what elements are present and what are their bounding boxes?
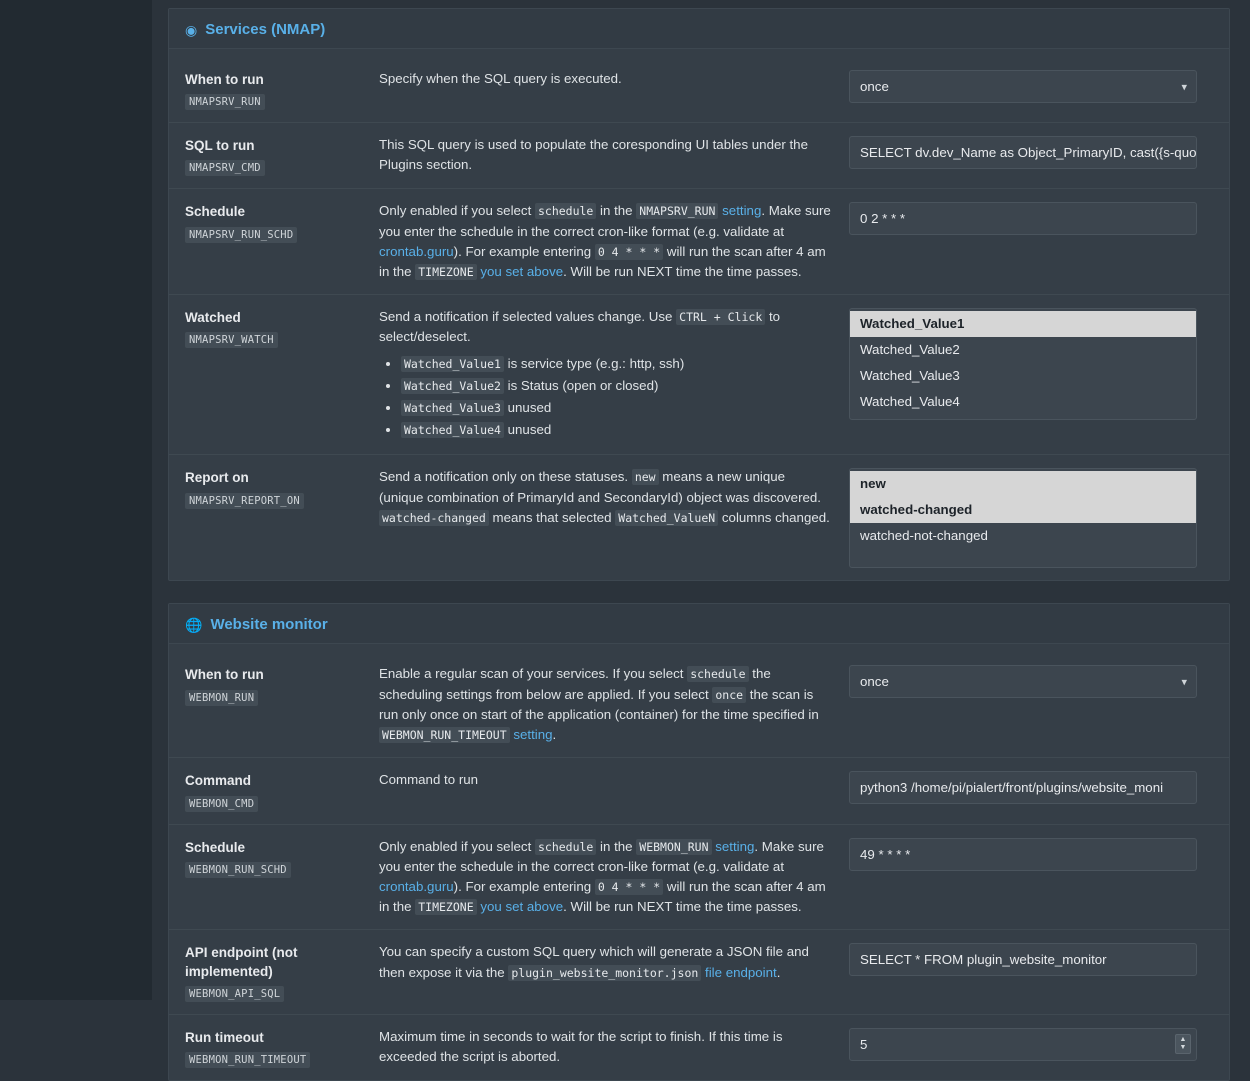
setting-when-to-run-label-col (185, 664, 379, 705)
setting-api-endpoint-label: API endpoint (not implemented) (185, 945, 298, 979)
setting-run-timeout-key: WEBMON_RUN_TIMEOUT (185, 1052, 310, 1068)
setting-sql-to-run-label: SQL to run (185, 138, 255, 154)
setting-run-timeout-label-col (185, 1027, 379, 1068)
chevron-down-icon: ▾ (1181, 676, 1187, 689)
setting-schedule-key: WEBMON_RUN_SCHD (185, 862, 291, 878)
setting-row (169, 189, 1229, 295)
setting-row (169, 57, 1229, 123)
card-spacer (169, 49, 1229, 57)
setting-when-to-run-select-wrap (849, 665, 1197, 698)
setting-command-description: Command to run (379, 772, 479, 788)
card-title: Website monitor (210, 616, 328, 634)
setting-schedule-description: Only enabled if you select schedule in the WEBMON_RUN setting. Make sure you enter the schedule in the correct cron-like format (e.g. validate at crontab.guru). For example entering 0 4 * * * will run the scan after 4 am in the TIMEZONE you set above. Will be run NEXT time the time passes. (379, 838, 826, 915)
setting-watched-option[interactable]: Watched_Value3 (860, 368, 960, 384)
setting-schedule-key: NMAPSRV_RUN_SCHD (185, 227, 297, 243)
setting-run-timeout-label: Run timeout (185, 1029, 264, 1045)
setting-row (169, 825, 1229, 931)
left-sidebar-rail (0, 0, 152, 1000)
stepper-down-icon[interactable]: ▼ (1179, 1044, 1187, 1052)
card-header (169, 9, 1229, 49)
setting-row (169, 455, 1229, 580)
setting-watched-description: Send a notification if selected values change. Use CTRL + Click to select/deselect. • Watched_Value1 is service type (e.g.: http, ssh) • Watched_Value2 is Status (open or closed) • Watched_Value3 unused • Watched_Value4 unused (379, 307, 849, 442)
setting-schedule-label: Schedule (185, 839, 246, 855)
setting-when-to-run-select[interactable]: once (849, 70, 1197, 103)
setting-schedule-label: Schedule (185, 204, 246, 220)
setting-run-timeout-field (849, 1027, 1197, 1061)
setting-when-to-run-description: Enable a regular scan of your services. If you select schedule the scheduling settings from below are applied. If you select once the scan is run only once on start of the application (container) for the time specified in WEBMON_RUN_TIMEOUT setting. (379, 666, 819, 743)
setting-run-timeout-stepper[interactable] (1175, 1034, 1191, 1054)
setting-watched-option[interactable]: Watched_Value4 (860, 394, 960, 410)
setting-watched-option[interactable]: Watched_Value1 (850, 311, 1196, 337)
setting-when-to-run-key: NMAPSRV_RUN (185, 94, 265, 110)
setting-schedule-input[interactable]: 49 * * * * (849, 838, 1197, 871)
setting-api-endpoint-description: You can specify a custom SQL query which will generate a JSON file and then expose it via the plugin_website_monitor.json file endpoint. (379, 944, 809, 980)
setting-row (169, 758, 1229, 824)
setting-report-on-key: NMAPSRV_REPORT_ON (185, 493, 304, 509)
setting-command-label: Command (185, 773, 252, 789)
settings-sections (152, 8, 1250, 1081)
setting-run-timeout-description: Maximum time in seconds to wait for the script to finish. If this time is exceeded the script is aborted. (379, 1028, 783, 1064)
setting-row (169, 652, 1229, 758)
setting-api-endpoint-field (849, 942, 1197, 976)
setting-when-to-run-select-wrap (849, 70, 1197, 103)
setting-watched-option[interactable]: Watched_Value2 (860, 342, 960, 358)
setting-watched-key: NMAPSRV_WATCH (185, 332, 278, 348)
setting-schedule-label-col (185, 201, 379, 242)
settings-content (152, 0, 1250, 1066)
setting-report-on-option[interactable]: new (850, 471, 1196, 497)
setting-sql-to-run-key: NMAPSRV_CMD (185, 160, 265, 176)
setting-command-label-col (185, 770, 379, 811)
setting-watched-listbox[interactable] (849, 308, 1197, 420)
setting-sql-to-run-field (849, 135, 1197, 169)
card-header (169, 604, 1229, 644)
setting-run-timeout-number-input[interactable]: 5 (849, 1028, 1197, 1061)
setting-row (169, 295, 1229, 455)
setting-command-field (849, 770, 1197, 804)
setting-report-on-option[interactable]: watched-changed (850, 497, 1196, 523)
setting-row (169, 930, 1229, 1014)
setting-when-to-run-label-col (185, 69, 379, 110)
setting-when-to-run-select[interactable]: once (849, 665, 1197, 698)
setting-sql-to-run-input[interactable]: SELECT dv.dev_Name as Object_PrimaryID, cast({s-quo (849, 136, 1197, 169)
setting-run-timeout-number-wrap (849, 1028, 1197, 1061)
setting-api-endpoint-key: WEBMON_API_SQL (185, 986, 284, 1002)
settings-card-0 (168, 8, 1230, 581)
card-spacer (169, 644, 1229, 652)
setting-when-to-run-label: When to run (185, 72, 264, 87)
setting-when-to-run-label: When to run (185, 667, 264, 683)
setting-command-input[interactable]: python3 /home/pi/pialert/front/plugins/website_moni (849, 771, 1197, 804)
setting-watched-label: Watched (185, 310, 241, 326)
setting-api-endpoint-label-col (185, 942, 379, 1001)
setting-report-on-label-col (185, 467, 379, 508)
setting-schedule-input[interactable]: 0 2 * * * (849, 202, 1197, 235)
setting-report-on-listbox[interactable] (849, 468, 1197, 568)
setting-when-to-run-key: WEBMON_RUN (185, 690, 258, 706)
setting-when-to-run-description: Specify when the SQL query is executed. (379, 71, 622, 86)
setting-row (169, 123, 1229, 189)
setting-report-on-label: Report on (185, 470, 249, 486)
setting-row (169, 1015, 1229, 1080)
setting-schedule-description: Only enabled if you select schedule in the NMAPSRV_RUN setting. Make sure you enter the schedule in the correct cron-like format (e.g. validate at crontab.guru). For example entering 0 4 * * * will run the scan after 4 am in the TIMEZONE you set above. Will be run NEXT time the time passes. (379, 203, 831, 280)
stepper-up-icon[interactable]: ▲ (1179, 1036, 1187, 1044)
globe-icon: 🌐 (185, 616, 203, 633)
setting-report-on-field (849, 467, 1197, 568)
setting-when-to-run-field (849, 69, 1197, 103)
setting-schedule-label-col (185, 837, 379, 878)
chevron-down-icon: ▾ (1181, 81, 1187, 93)
setting-command-key: WEBMON_CMD (185, 796, 258, 812)
setting-watched-field (849, 307, 1197, 420)
settings-card-1 (168, 603, 1230, 1081)
setting-when-to-run-field (849, 664, 1197, 698)
setting-report-on-description: Send a notification only on these statuses. new means a new unique (unique combination of PrimaryId and SecondaryId) object was discovered. watched-changed means that selected Watched_ValueN columns changed. (379, 469, 830, 525)
setting-sql-to-run-label-col (185, 135, 379, 176)
setting-schedule-field (849, 837, 1197, 871)
setting-watched-label-col (185, 307, 379, 348)
network-icon: ◉ (185, 21, 198, 38)
setting-report-on-option[interactable]: watched-not-changed (860, 528, 988, 544)
card-title: Services (NMAP) (205, 21, 326, 38)
setting-api-endpoint-input[interactable]: SELECT * FROM plugin_website_monitor (849, 943, 1197, 976)
setting-sql-to-run-description: This SQL query is used to populate the coresponding UI tables under the Plugins section. (379, 137, 808, 173)
setting-schedule-field (849, 201, 1197, 235)
